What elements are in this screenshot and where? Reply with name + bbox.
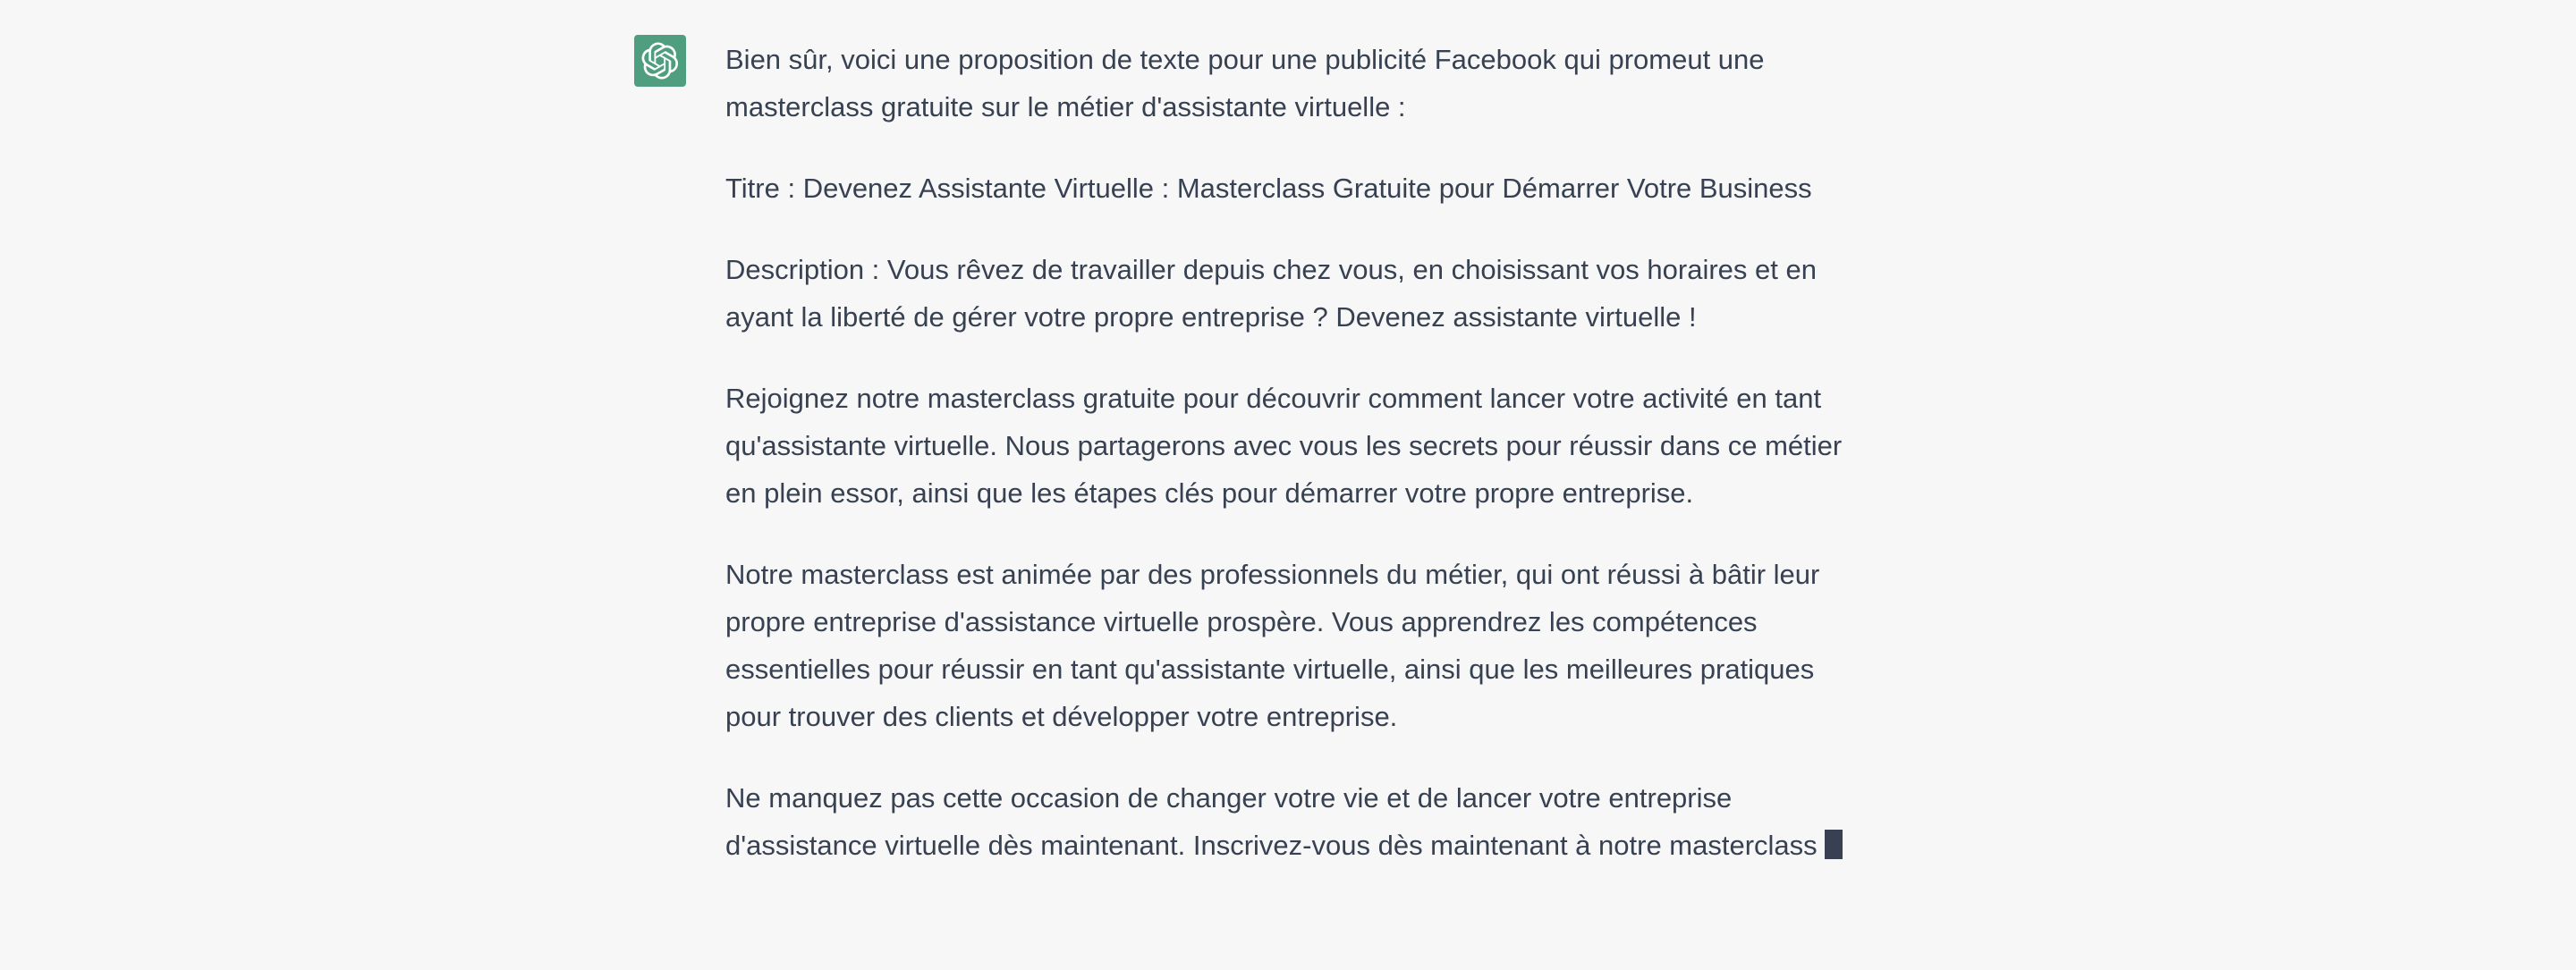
message-paragraph-description: Description : Vous rêvez de travailler depuis chez vous, en choisissant vos horaires et en ayant la liberté de gérer votre propre entreprise ? Devenez assistante virtuelle ! [725, 254, 1817, 333]
assistant-avatar [634, 35, 686, 87]
message-paragraph-cta [725, 774, 1843, 869]
message-content [725, 36, 1843, 903]
message-paragraph-intro: Bien sûr, voici une proposition de texte pour une publicité Facebook qui promeut une masterclass gratuite sur le métier d'assistante virtuelle : [725, 44, 1765, 122]
message-paragraph-join: Rejoignez notre masterclass gratuite pour découvrir comment lancer votre activité en tant qu'assistante virtuelle. Nous partagerons avec vous les secrets pour réussir dans ce métier en plein essor, ainsi que les étapes clés pour démarrer votre propre entreprise. [725, 383, 1843, 509]
openai-logo-icon [641, 42, 679, 80]
message-paragraph-cta-text: Ne manquez pas cette occasion de changer votre vie et de lancer votre entreprise d'assistance virtuelle dès maintenant. Inscrivez-vous dès maintenant à notre masterclass [725, 782, 1818, 861]
message-paragraph-hosts: Notre masterclass est animée par des professionnels du métier, qui ont réussi à bâtir leur propre entreprise d'assistance virtuelle prospère. Vous apprendrez les compétences essentielles pour réussir en tant qu'assistante virtuelle, ainsi que les meilleures pratiques pour trouver des clients et développer votre entreprise. [725, 559, 1820, 732]
typing-cursor [1825, 830, 1843, 859]
message-paragraph-title: Titre : Devenez Assistante Virtuelle : Masterclass Gratuite pour Démarrer Votre Business [725, 173, 1812, 204]
